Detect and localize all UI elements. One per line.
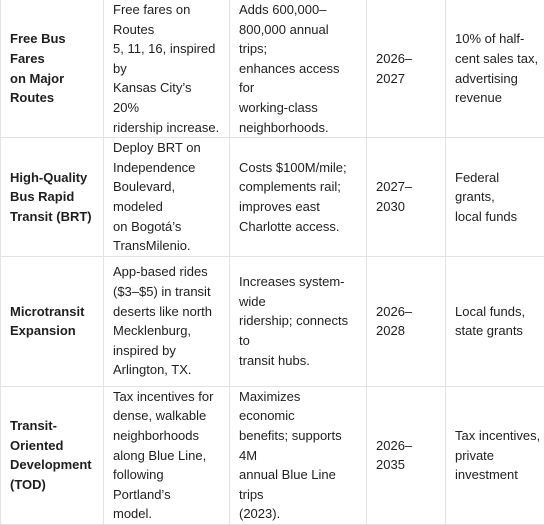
description-cell: App-based rides ($3–$5) in transit deserts like north Mecklenburg, inspired by Arlington, TX. [104,256,230,386]
strategy-name-cell: High-Quality Bus Rapid Transit (BRT) [1,138,104,257]
timeline-cell: 2026–2028 [367,256,446,386]
funding-cell: Federal grants, local funds [446,138,544,257]
table-row [1,138,544,257]
table-row [1,0,544,138]
description-cell: Deploy BRT on Independence Boulevard, modeled on Bogotá’s TransMilenio. [104,138,230,257]
impact-cell: Adds 600,000– 800,000 annual trips; enhances access for working-class neighborhoods. [230,0,367,138]
description-cell: Free fares on Routes 5, 11, 16, inspired by Kansas City’s 20% ridership increase. [104,0,230,138]
description-cell: Tax incentives for dense, walkable neighborhoods along Blue Line, following Portland’s model. [104,386,230,524]
funding-cell: 10% of half- cent sales tax, advertising revenue [446,0,544,138]
strategy-name-cell: Free Bus Fares on Major Routes [1,0,104,138]
strategy-name-cell: Transit- Oriented Development (TOD) [1,386,104,524]
funding-cell: Local funds, state grants [446,256,544,386]
timeline-cell: 2027–2030 [367,138,446,257]
timeline-cell: 2026–2027 [367,0,446,138]
timeline-cell: 2026–2035 [367,386,446,524]
strategy-name-cell: Microtransit Expansion [1,256,104,386]
impact-cell: Costs $100M/mile; complements rail; improves east Charlotte access. [230,138,367,257]
table-row [1,256,544,386]
impact-cell: Increases system-wide ridership; connects to transit hubs. [230,256,367,386]
table-row [1,386,544,524]
impact-cell: Maximizes economic benefits; supports 4M annual Blue Line trips (2023). [230,386,367,524]
funding-cell: Tax incentives, private investment [446,386,544,524]
